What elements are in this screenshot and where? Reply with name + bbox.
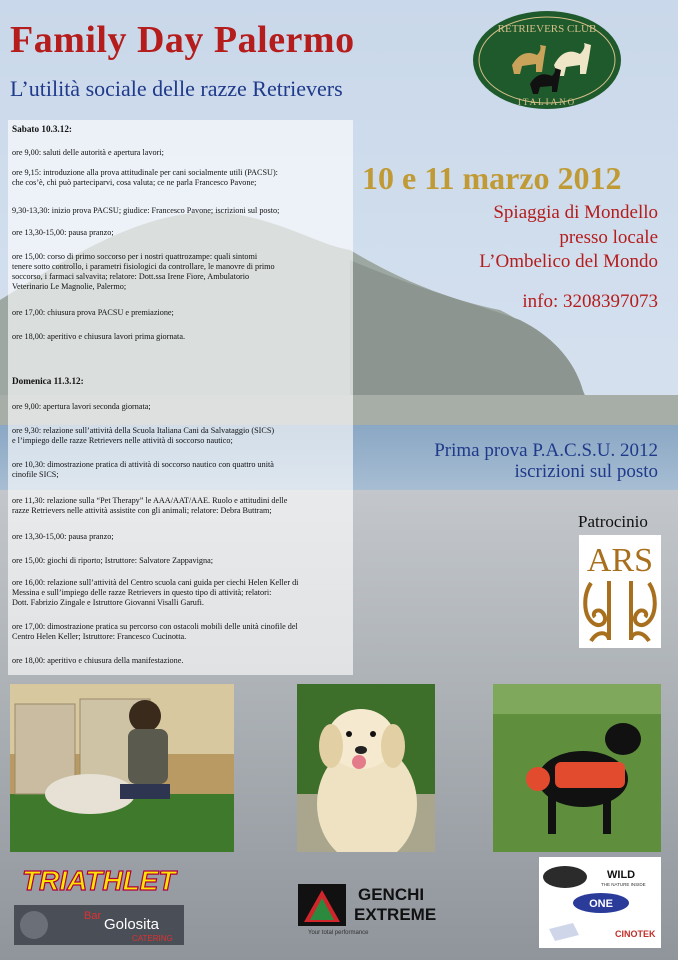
- event-date: 10 e 11 marzo 2012: [362, 160, 622, 196]
- extreme-text: EXTREME: [354, 905, 437, 924]
- schedule-line: 9,30-13,30: inizio prova PACSU; giudice: Francesco Pavone; iscrizioni sul posto;: [12, 206, 280, 215]
- photo-golden-retriever: [297, 684, 435, 852]
- schedule-panel: [8, 120, 353, 675]
- patrocinio-label: Patrocinio: [578, 512, 648, 531]
- logo-bottom-text: ITALIANO: [517, 97, 577, 107]
- cinotek-text: CINOTEK: [615, 929, 656, 939]
- prova-line: iscrizioni sul posto: [514, 461, 658, 482]
- bar-golosita-logo: [14, 905, 184, 945]
- retrievers-club-logo: [472, 10, 622, 110]
- genchi-tagline: Your total performance: [308, 930, 369, 936]
- schedule-line: ore 11,30: relazione sulla “Pet Therapy” le AAA/AAT/AAE. Ruolo e attitudini delle: [12, 496, 288, 505]
- page-title: Family Day Palermo: [10, 19, 355, 61]
- schedule-line: ore 15,00: corso di primo soccorso per i nostri quattrozampe: quali sintomi: [12, 252, 258, 261]
- schedule-line: e l’impiego delle razze Retrievers nelle attività di soccorso nautico;: [12, 436, 233, 445]
- wild-text: WILD: [607, 869, 636, 881]
- schedule-line: ore 18,00: aperitivo e chiusura lavori prima giornata.: [12, 332, 186, 341]
- catering-text: CATERING: [132, 934, 173, 943]
- schedule-line: Centro Helen Keller; Istruttore: Francesco Cucinotta.: [12, 632, 187, 641]
- one-text: ONE: [589, 898, 613, 910]
- schedule-line: ore 13,30-15,00: pausa pranzo;: [12, 532, 114, 541]
- page-subtitle: L’utilità sociale delle razze Retrievers: [10, 76, 343, 101]
- photo-child-with-dog: [10, 684, 234, 852]
- venue-line: Spiaggia di Mondello: [493, 202, 658, 223]
- bar-text: Bar: [84, 910, 102, 922]
- logo-top-text: RETRIEVERS CLUB: [497, 23, 597, 35]
- schedule-line: cinofile SICS;: [12, 470, 59, 479]
- prova-line: Prima prova P.A.C.S.U. 2012: [434, 440, 658, 461]
- genchi-text: GENCHI: [358, 885, 425, 904]
- wild-subtext: THE NATURE INSIDE: [601, 882, 646, 887]
- photo-black-labrador-rescue: [493, 684, 661, 852]
- schedule-line: ore 9,15: introduzione alla prova attitudinale per cani socialmente utili (PACSU):: [12, 168, 278, 177]
- schedule-line: che cos’è, chi può parteciparvi, cosa valuta; ce ne parla Francesco Pavone;: [12, 178, 257, 187]
- schedule-line: soccorso, i farmaci salvavita; relatore: Dott.ssa Irene Fiore, Ambulatorio: [12, 272, 250, 281]
- schedule-line: Veterinario Le Magnolie, Palermo;: [12, 282, 127, 291]
- schedule-line: ore 13,30-15,00: pausa pranzo;: [12, 228, 114, 237]
- schedule-line: Dott. Fabrizio Zingale e Istruttore Giovanni Visalli Garufi.: [12, 598, 204, 607]
- ars-text: ARS: [586, 542, 654, 579]
- ars-logo: [579, 535, 661, 648]
- venue-line: presso locale: [559, 227, 658, 248]
- schedule-line: ore 18,00: aperitivo e chiusura della manifestazione.: [12, 656, 184, 665]
- schedule-line: razze Retrievers nelle attività assistite con gli animali; relatore: Debra Buttram;: [12, 506, 272, 515]
- schedule-line: tenere sotto controllo, i parametri fisiologici da controllare, le manovre di primo: [12, 262, 275, 271]
- schedule-line: ore 9,30: relazione sull’attività della Scuola Italiana Cani da Salvataggio (SICS): [12, 426, 275, 435]
- schedule-line: ore 9,00: saluti delle autorità e apertura lavori;: [12, 148, 164, 157]
- schedule-line: Messina e sull’impiego delle razze Retrievers in questo tipo di attività; relatori:: [12, 588, 272, 597]
- schedule-day-heading: Domenica 11.3.12:: [12, 376, 84, 386]
- schedule-day-heading: Sabato 10.3.12:: [12, 124, 72, 134]
- triathlet-logo: [18, 862, 188, 898]
- info-phone: info: 3208397073: [522, 291, 658, 312]
- schedule-line: ore 17,00: chiusura prova PACSU e premiazione;: [12, 308, 174, 317]
- triathlet-text: TRIATHLET: [22, 865, 176, 896]
- schedule-line: ore 15,00: giochi di riporto; Istruttore: Salvatore Zappavigna;: [12, 556, 213, 565]
- genchi-extreme-logo: [298, 876, 438, 936]
- schedule-line: ore 16,00: relazione sull’attività del Centro scuola cani guida per ciechi Helen Keller di: [12, 578, 299, 587]
- schedule-line: ore 10,30: dimostrazione pratica di attività di soccorso nautico con quattro unità: [12, 460, 274, 469]
- schedule-line: ore 9,00: apertura lavori seconda giornata;: [12, 402, 151, 411]
- schedule-line: ore 17,00: dimostrazione pratica su percorso con ostacoli mobili delle unità cinofile del: [12, 622, 298, 631]
- sponsors-right-panel: [539, 857, 661, 948]
- venue-line: L’Ombelico del Mondo: [479, 251, 658, 272]
- golosita-text: Golosita: [104, 916, 160, 933]
